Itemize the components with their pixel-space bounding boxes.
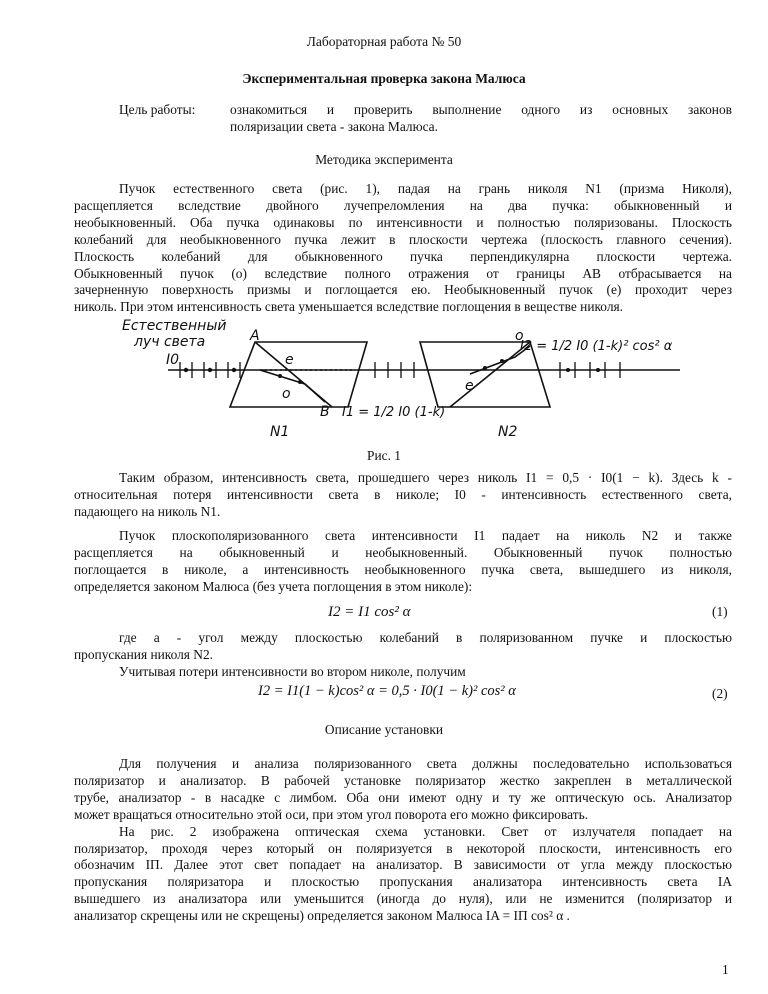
paragraph-1-line: зачерненную поверхность призмы и поглощается ею. Необыкновенный пучок (е) проходит через	[74, 282, 732, 298]
label-n1: N1	[270, 424, 290, 440]
label-e-1: e	[285, 352, 294, 368]
label-o-1: o	[282, 386, 291, 402]
paragraph-1-line: колебаний для необыкновенного пучка лежит в плоскости чертежа (плоскость главного сечения).	[74, 231, 732, 247]
nicol-prism-n1	[230, 342, 367, 407]
paragraph-5-line: анализатор скрещены или не скрещены) определяется законом Малюса IA = IП cos² α .	[74, 908, 570, 924]
paragraph-1-line: Пучок естественного света (рис. 1), падая на грань николя N1 (призма Николя),	[119, 181, 732, 196]
paragraph-3-line: Пучок плоскополяризованного света интенсивности I1 падает на николь N2 и также	[119, 528, 732, 543]
paragraph-5-line: трубе, анализатор - в насадке с лимбом. Оба они имеют одну и ту же оптическую ось. Анализатор	[74, 789, 732, 805]
label-natural: Естественный	[122, 318, 227, 334]
label-ray: луч света	[134, 334, 206, 350]
nicol-prism-diagram	[120, 312, 690, 444]
paragraph-1	[74, 181, 732, 316]
goal-label: Цель работы:	[119, 102, 196, 117]
label-e-2: e	[465, 378, 474, 394]
paragraph-1-line: николь. При этом интенсивность света уменьшается вследствие поглощения в веществе николя.	[74, 299, 624, 315]
label-o-2: o	[515, 328, 524, 344]
paragraph-5-line: На рис. 2 изображена оптическая схема установки. Свет от излучателя попадает на	[119, 823, 732, 839]
paragraph-3-line: расщепляется на обыкновенный и необыкновенный. Обыкновенный пучок полностью	[74, 544, 732, 560]
page-number: 1	[722, 962, 729, 977]
paragraph-1-line: расщепляется вследствие двойного лучепреломления на два пучка: обыкновенный и	[74, 197, 732, 213]
label-i2-formula: I2 = 1/2 I0 (1-k)² cos² α	[520, 339, 673, 354]
prism-n2-boundary	[450, 342, 530, 407]
paragraph-3-line: определяется законом Малюса (без учета поглощения в этом николе):	[74, 578, 473, 594]
section-method-heading: Методика эксперимента	[315, 152, 453, 167]
goal-line-1: ознакомиться и проверить выполнение одного из основных законов	[230, 102, 732, 117]
label-i0: I0	[166, 352, 180, 368]
paragraph-5-line: может вращаться относительно этой оси, при этом угол поворота его можно фиксировать.	[74, 806, 589, 822]
equation-2: I2 = I1(1 − k)cos² α = 0,5 · I0(1 − k)² cos² α	[258, 683, 516, 699]
figure-1-caption: Рис. 1	[367, 448, 401, 463]
paragraph-1-line: необыкновенный. Оба пучка одинаковы по интенсивности и полностью поляризованы. Плоскость	[74, 214, 732, 230]
label-i1-formula: I1 = 1/2 I0 (1-k)	[342, 405, 446, 420]
paragraph-4	[74, 630, 732, 681]
paragraph-4-line: пропускания николя N2.	[74, 646, 214, 662]
paragraph-4-line: где a - угол между плоскостью колебаний в поляризованном пучке и плоскостью	[119, 630, 732, 645]
label-a: A	[250, 328, 260, 344]
paragraph-2-line: относительная потеря интенсивности света в николе; I0 - интенсивность естественного света,	[74, 486, 732, 502]
paragraph-1-line: Плоскость колебаний для обыкновенного пучка перпендикулярна плоскости чертежа.	[74, 248, 732, 264]
label-b: B	[320, 404, 330, 420]
paragraph-4-line: Учитывая потери интенсивности во втором николе, получим	[119, 663, 466, 679]
equation-2-number: (2)	[712, 686, 728, 701]
paragraph-5-line: пропускания поляризатора и плоскостью пропускания анализатора интенсивность света IA	[74, 874, 732, 890]
equation-1: I2 = I1 cos² α	[328, 604, 411, 620]
paragraph-5-line: поляризатор, проходя через который он поляризуется в некоторой плоскости, интенсивность его	[74, 840, 732, 856]
paragraph-2-line: падающего на николь N1.	[74, 503, 221, 519]
ordinary-ray-n1	[260, 370, 325, 402]
goal-line-2: поляризации света - закона Малюса.	[230, 119, 438, 134]
paragraph-3	[74, 528, 732, 596]
paragraph-1-line: Обыкновенный пучок (о) вследствие полного отражения от границы АВ отбрасывается на	[74, 265, 732, 281]
paragraph-2	[74, 470, 732, 521]
paragraph-5-line: поляризатор и анализатор. В рабочей установке поляризатор жестко закреплен в металлической	[74, 772, 732, 788]
paragraph-3-line: поглощается в николе, а интенсивность необыкновенного пучка света, вышедшего из николя,	[74, 561, 732, 577]
paragraph-5-line: вышедшего из анализатора или уменьшится (иногда до нуля), или не изменится (поляризатор и	[74, 891, 732, 907]
paragraph-5-line: Для получения и анализа поляризованного света должны последовательно использоваться	[119, 756, 732, 771]
paragraph-2-line: Таким образом, интенсивность света, прошедшего через николь I1 = 0,5 · I0(1 − k). Здесь k -	[119, 470, 732, 485]
paragraph-5-line: обозначим IП. Далее этот свет попадает на анализатор. В зависимости от угла между плоскостью	[74, 857, 732, 873]
paragraph-5	[74, 756, 732, 925]
section-description-heading: Описание установки	[324, 722, 444, 737]
lab-subtitle: Экспериментальная проверка закона Малюса	[242, 71, 526, 86]
lab-title: Лабораторная работа № 50	[306, 34, 462, 49]
label-n2: N2	[498, 424, 518, 440]
equation-1-number: (1)	[712, 604, 728, 619]
